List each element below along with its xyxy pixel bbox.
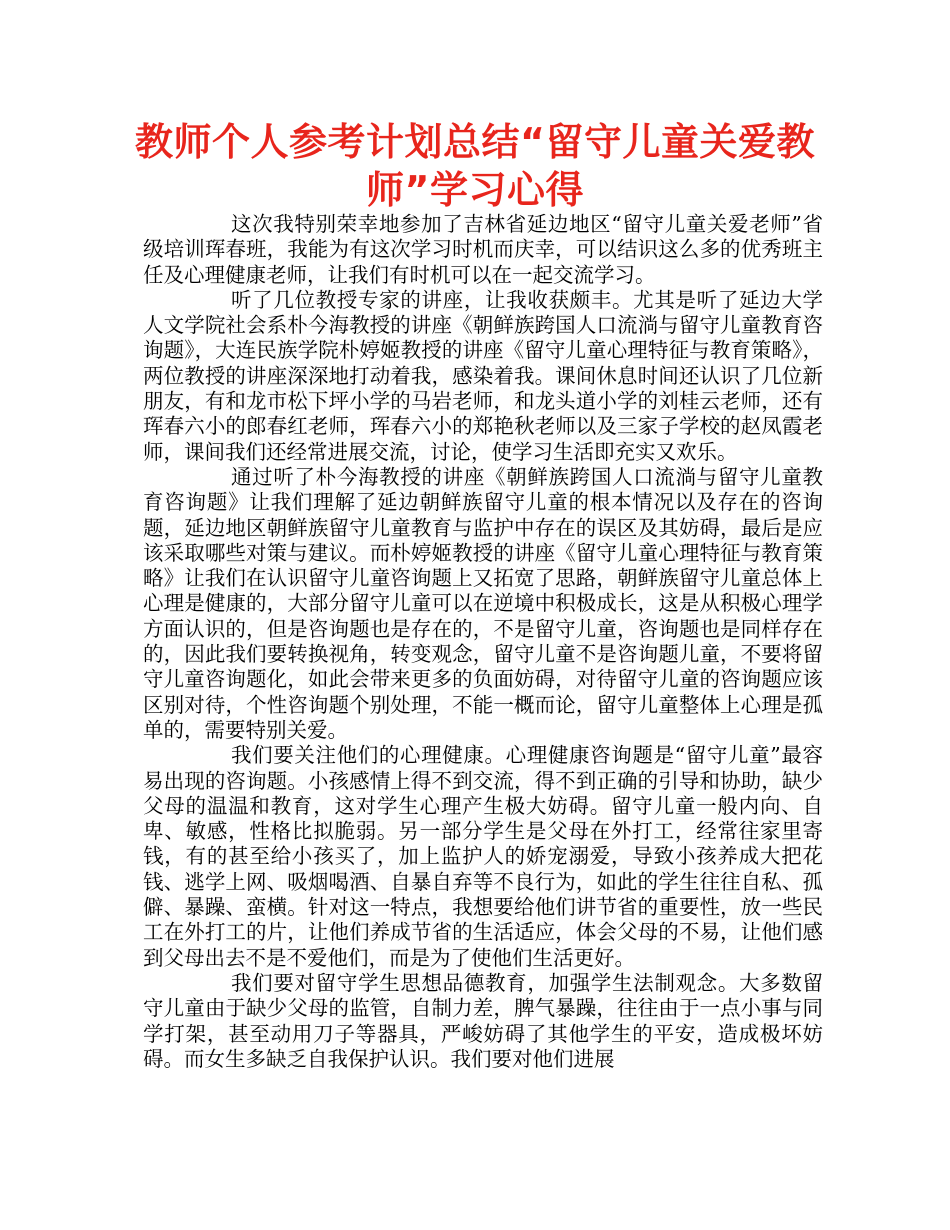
paragraph: 我们要关注他们的心理健康。心理健康咨询题是“留守儿童”最容易出现的咨询题。小孩感情上得不到交流，得不到正确的引导和协助，缺少父母的温温和教育，这对学生心理产生极大妨碍。留守儿童一般内向、自卑、敏感，性格比拟脆弱。另一部分学生是父母在外打工，经常往家里寄钱，有的甚至给小孩买了，加上监护人的娇宠溺爱，导致小孩养成大把花钱、逃学上网、吸烟喝酒、自暴自弃等不良行为，如此的学生往往自私、孤僻、暴躁、蛮横。针对这一特点，我想要给他们讲节省的重要性，放一些民工在外打工的片，让他们养成节省的生活适应，体会父母的不易，让他们感到父母出去不是不爱他们，而是为了使他们生活更好。 [143, 743, 823, 970]
document-title: 教师个人参考计划总结“留守儿童关爱教师”学习心得 [135, 120, 815, 212]
paragraph: 我们要对留守学生思想品德教育，加强学生法制观念。大多数留守儿童由于缺少父母的监管，自制力差，脾气暴躁，往往由于一点小事与同学打架，甚至动用刀子等器具，严峻妨碍了其他学生的平安，造成极坏妨碍。而女生多缺乏自我保护认识。我们要对他们进展 [143, 970, 823, 1071]
paragraph: 这次我特别荣幸地参加了吉林省延边地区“留守儿童关爱老师”省级培训珲春班，我能为有这次学习时机而庆幸，可以结识这么多的优秀班主任及心理健康老师，让我们有时机可以在一起交流学习。 [143, 212, 823, 287]
paragraph: 听了几位教授专家的讲座，让我收获颇丰。尤其是听了延边大学人文学院社会系朴今海教授的讲座《朝鲜族跨国人口流淌与留守儿童教育咨询题》，大连民族学院朴婷姬教授的讲座《留守儿童心理特征与教育策略》，两位教授的讲座深深地打动着我，感染着我。课间休息时间还认识了几位新朋友，有和龙市松下坪小学的马岩老师，和龙头道小学的刘桂云老师，还有珲春六小的郎春红老师，珲春六小的郑艳秋老师以及三家子学校的赵凤霞老师，课间我们还经常进展交流，讨论，使学习生活即充实又欢乐。 [143, 287, 823, 464]
paragraph: 通过听了朴今海教授的讲座《朝鲜族跨国人口流淌与留守儿童教育咨询题》让我们理解了延边朝鲜族留守儿童的根本情况以及存在的咨询题，延边地区朝鲜族留守儿童教育与监护中存在的误区及其妨碍，最后是应该采取哪些对策与建议。而朴婷姬教授的讲座《留守儿童心理特征与教育策略》让我们在认识留守儿童咨询题上又拓宽了思路，朝鲜族留守儿童总体上心理是健康的，大部分留守儿童可以在逆境中积极成长，这是从积极心理学方面认识的，但是咨询题也是存在的，不是留守儿童，咨询题也是同样存在的，因此我们要转换视角，转变观念，留守儿童不是咨询题儿童，不要将留守儿童咨询题化，如此会带来更多的负面妨碍，对待留守儿童的咨询题应该区别对待，个性咨询题个别处理，不能一概而论，留守儿童整体上心理是孤单的，需要特别关爱。 [143, 464, 823, 742]
document-body [143, 212, 823, 1072]
